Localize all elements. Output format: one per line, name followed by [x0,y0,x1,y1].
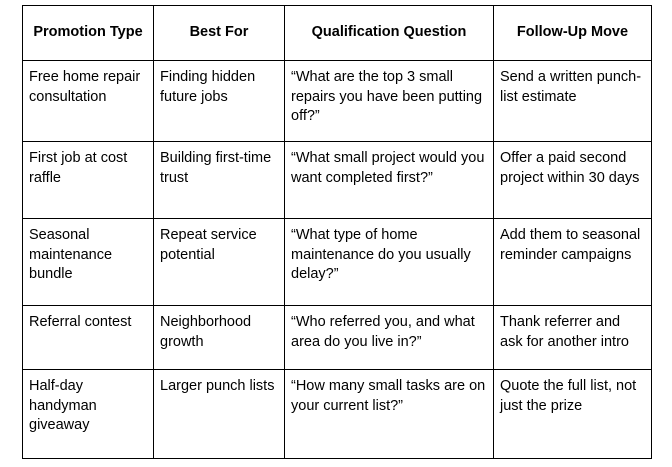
table-row [23,61,652,142]
cell-qualification-question: “How many small tasks are on your current list?” [285,370,494,459]
table-row [23,306,652,370]
cell-qualification-question: “What are the top 3 small repairs you have been putting off?” [285,61,494,142]
cell-promotion-type: Referral contest [23,306,154,370]
cell-qualification-question: “Who referred you, and what area do you live in?” [285,306,494,370]
cell-follow-up-move: Send a written punch-list estimate [494,61,652,142]
table-row [23,219,652,306]
cell-best-for: Larger punch lists [154,370,285,459]
cell-best-for: Repeat service potential [154,219,285,306]
cell-best-for: Building first-time trust [154,142,285,219]
table-row [23,142,652,219]
cell-promotion-type: First job at cost raffle [23,142,154,219]
cell-follow-up-move: Quote the full list, not just the prize [494,370,652,459]
promotion-table [22,5,652,459]
header-promotion-type: Promotion Type [23,6,154,61]
table-header-row [23,6,652,61]
cell-qualification-question: “What type of home maintenance do you usually delay?” [285,219,494,306]
header-follow-up-move: Follow-Up Move [494,6,652,61]
cell-best-for: Finding hidden future jobs [154,61,285,142]
cell-follow-up-move: Thank referrer and ask for another intro [494,306,652,370]
cell-qualification-question: “What small project would you want completed first?” [285,142,494,219]
cell-follow-up-move: Add them to seasonal reminder campaigns [494,219,652,306]
cell-best-for: Neighborhood growth [154,306,285,370]
cell-follow-up-move: Offer a paid second project within 30 days [494,142,652,219]
cell-promotion-type: Half-day handyman giveaway [23,370,154,459]
header-best-for: Best For [154,6,285,61]
cell-promotion-type: Free home repair consultation [23,61,154,142]
header-qualification-question: Qualification Question [285,6,494,61]
table-row [23,370,652,459]
cell-promotion-type: Seasonal maintenance bundle [23,219,154,306]
